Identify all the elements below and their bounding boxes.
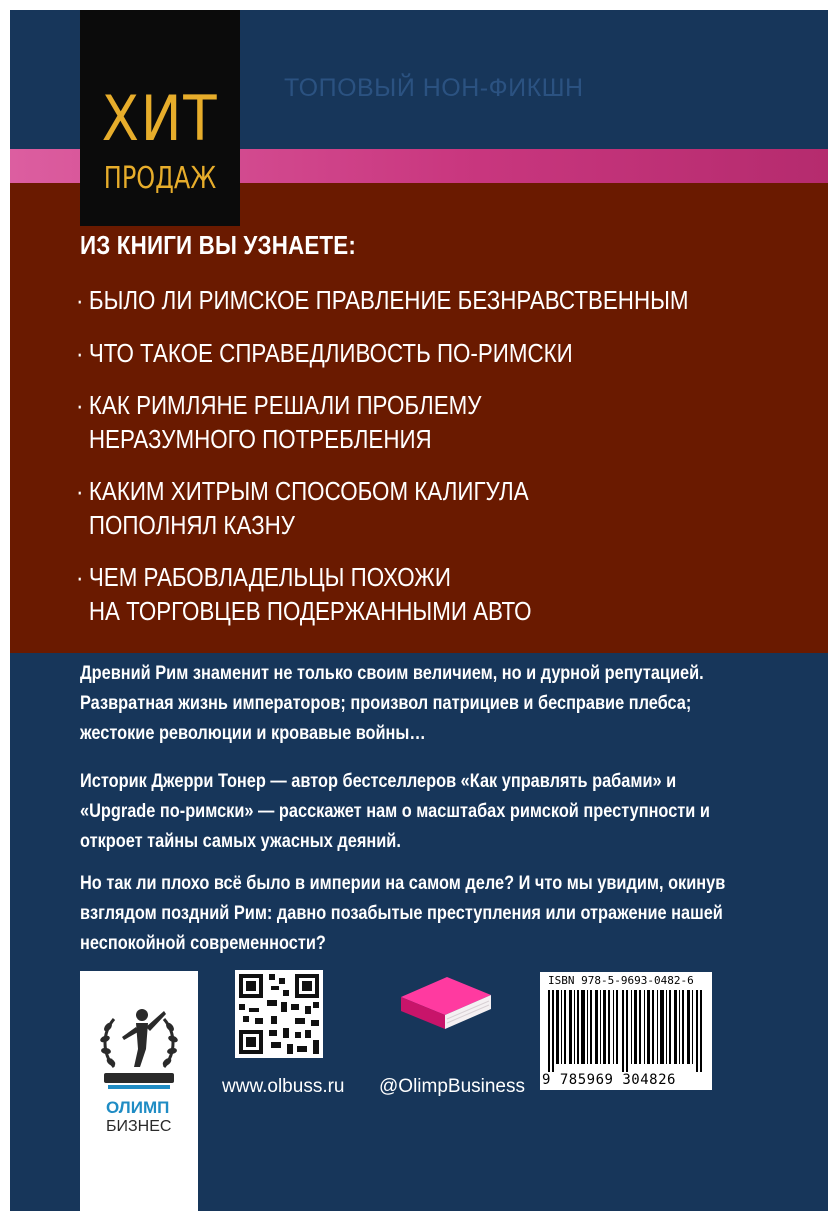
learn-title: ИЗ КНИГИ ВЫ УЗНАЕТЕ: <box>80 230 356 260</box>
qr-code[interactable] <box>235 970 323 1058</box>
barcode <box>540 972 712 1090</box>
pink-book-icon <box>395 973 495 1033</box>
badge-line-1: ХИТ <box>101 82 219 155</box>
learn-item-line: БЫЛО ЛИ РИМСКОЕ ПРАВЛЕНИЕ БЕЗНРАВСТВЕННЫМ <box>88 285 689 315</box>
publisher-name: ОЛИМП <box>106 1098 170 1117</box>
website-link[interactable]: www.olbuss.ru <box>222 1076 345 1097</box>
learn-item <box>76 336 573 370</box>
paragraph-line: «Upgrade по-римски» — расскажет нам о масштабах римской преступности и <box>80 801 710 822</box>
learn-item-line: НЕРАЗУМНОГО ПОТРЕБЛЕНИЯ <box>88 424 432 454</box>
paragraph-line: Развратная жизнь императоров; произвол патрициев и бесправие плебса; <box>80 693 692 714</box>
paragraph-line: неспокойной современности? <box>80 933 326 954</box>
social-handle[interactable]: @OlimpBusiness <box>379 1076 525 1097</box>
isbn-label: ISBN 978-5-9693-0482-6 <box>548 974 694 987</box>
barcode-digits: 9 785969 304826 <box>542 1072 676 1088</box>
learn-item-line: ЧТО ТАКОЕ СПРАВЕДЛИВОСТЬ ПО-РИМСКИ <box>88 338 573 368</box>
learn-item <box>76 474 529 542</box>
paragraph-line: Древний Рим знаменит не только своим величием, но и дурной репутацией. <box>80 663 704 684</box>
publisher-logo <box>80 971 198 1211</box>
learn-item <box>76 560 532 628</box>
paragraph-line: взглядом поздний Рим: давно позабытые преступления или отражение нашей <box>80 903 723 924</box>
paragraph-line: Но так ли плохо всё было в империи на самом деле? И что мы увидим, окинув <box>80 873 726 894</box>
bullet-dot-icon: · <box>76 338 84 368</box>
qr-code-icon <box>235 970 323 1058</box>
bestseller-badge <box>80 10 240 226</box>
learn-item-line: ЧЕМ РАБОВЛАДЕЛЬЦЫ ПОХОЖИ <box>88 562 451 592</box>
publisher-sub: БИЗНЕС <box>106 1118 172 1135</box>
description-paragraph-3 <box>80 869 725 959</box>
bullet-dot-icon: · <box>76 285 84 315</box>
learn-item-line: ПОПОЛНЯЛ КАЗНУ <box>88 510 295 540</box>
learn-item <box>76 388 481 456</box>
paragraph-line: жестокие революции и кровавые войны… <box>80 723 426 744</box>
paragraph-line: Историк Джерри Тонер — автор бестселлеров «Как управлять рабами» и <box>80 771 677 792</box>
bullet-dot-icon: · <box>76 390 84 420</box>
bullet-dot-icon: · <box>76 476 84 506</box>
description-paragraph-1 <box>80 659 704 749</box>
learn-item-line: НА ТОРГОВЦЕВ ПОДЕРЖАННЫМИ АВТО <box>88 596 532 626</box>
paragraph-line: откроет тайны самых ужасных деяний. <box>80 831 401 852</box>
badge-line-2: ПРОДАЖ <box>103 161 217 196</box>
learn-item <box>76 283 689 317</box>
description-paragraph-2 <box>80 767 710 857</box>
learn-item-line: КАКИМ ХИТРЫМ СПОСОБОМ КАЛИГУЛА <box>88 476 529 506</box>
bullet-dot-icon: · <box>76 562 84 592</box>
learn-item-line: КАК РИМЛЯНЕ РЕШАЛИ ПРОБЛЕМУ <box>88 390 482 420</box>
barcode-icon <box>548 990 706 1072</box>
book-back-cover <box>10 10 828 1211</box>
olimp-logo-icon <box>80 971 198 1211</box>
tagline: ТОПОВЫЙ НОН-ФИКШН <box>284 74 584 102</box>
